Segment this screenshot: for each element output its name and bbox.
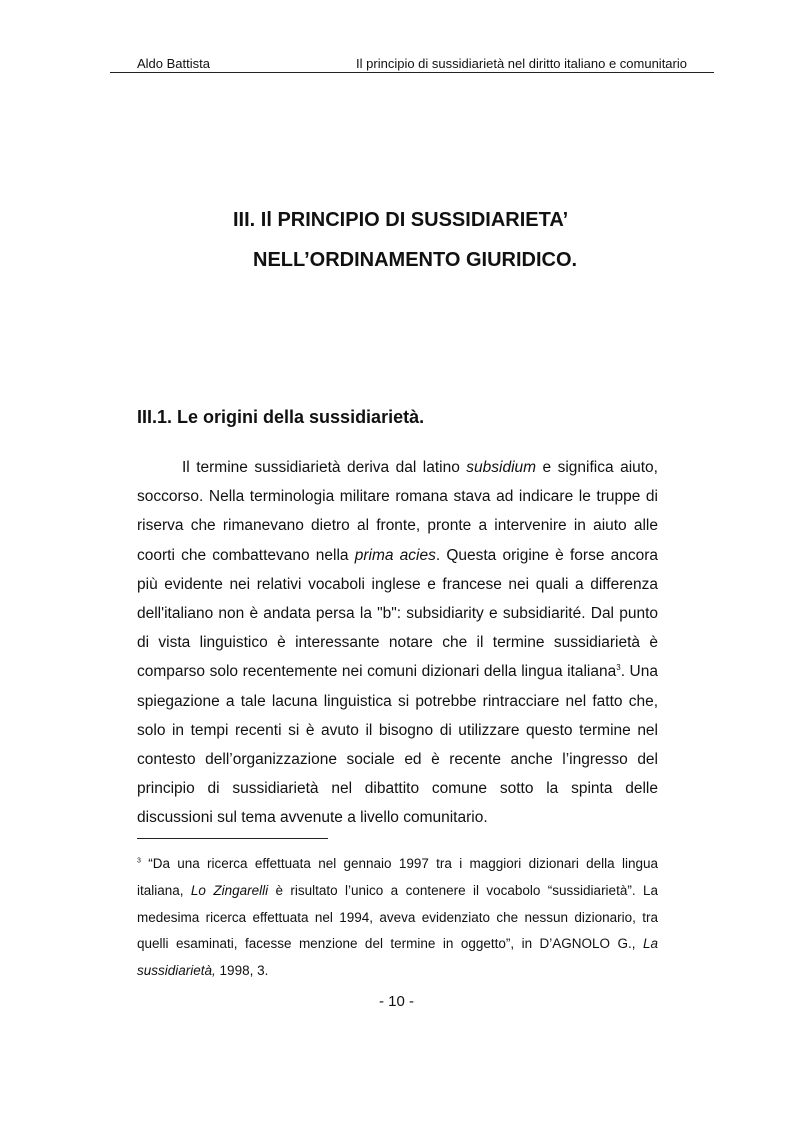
section-heading: III.1. Le origini della sussidiarietà. — [137, 407, 425, 427]
header-title: Il principio di sussidiarietà nel diritto italiano e comunitario — [356, 56, 687, 71]
body-italic-term: prima acies — [354, 546, 436, 564]
body-text-part: . Una spiegazione a tale lacuna linguistica si potrebbe rintracciare nel fatto che, solo in tempi recenti si è avuto il bisogno di utilizzare questo termine nel contesto dell’organizzazione sociale ed è recente anche l’ingresso del principio di sussidiarietà nel dibattito comune sotto la spinta delle discussioni sul tema avvenute a livello comunitario. — [137, 663, 658, 827]
footnote-text-part: 1998, 3. — [215, 963, 269, 979]
footnote-italic: Lo Zingarelli — [190, 882, 269, 898]
footnote — [137, 851, 658, 985]
body-text-part: . Questa origine è forse ancora più evidente nei relativi vocaboli inglese e francese nei quali a differenza dell'italiano non è andata persa la "b": subsidiarity e subsidiarité. Dal punto di vista linguistico è interessante notare che il termine sussidiarietà è comparso solo recentemente nei comuni dizionari della lingua italiana — [137, 546, 659, 681]
chapter-title-line-1: III. Il PRINCIPIO DI SUSSIDIARIETA’ — [233, 209, 569, 231]
footnote-italic: La sussidiarietà, — [137, 936, 658, 979]
body-text-part: e significa aiuto, soccorso. Nella terminologia militare romana stava ad indicare le truppe di riserva che rimanevano dietro al fronte, pronte a intervenire in aiuto alle coorti che combattevano nella — [137, 459, 658, 564]
footnote-text-part: è risultato l’unico a contenere il vocabolo “sussidiarietà”. La medesima ricerca effettuata nel 1994, aveva evidenziato che nessun dizionario, tra quelli esaminati, facesse menzione del termine in oggetto”, in D’AGNOLO G., — [137, 882, 658, 952]
footnote-number: 3 — [137, 857, 141, 865]
page-number: - 10 - — [378, 993, 414, 1010]
body-text-part: Il termine sussidiarietà deriva dal latino — [182, 459, 467, 476]
header-author: Aldo Battista — [137, 56, 210, 71]
footnote-separator — [137, 838, 328, 839]
footnote-reference[interactable]: 3 — [616, 663, 621, 673]
body-italic-term: subsidium — [466, 459, 537, 476]
chapter-title-line-2: NELL’ORDINAMENTO GIURIDICO. — [253, 249, 578, 271]
header-rule — [110, 72, 714, 73]
body-paragraph — [137, 453, 658, 833]
footnote-text-part: “Da una ricerca effettuata nel gennaio 1997 tra i maggiori dizionari della lingua italiana, — [137, 856, 658, 898]
